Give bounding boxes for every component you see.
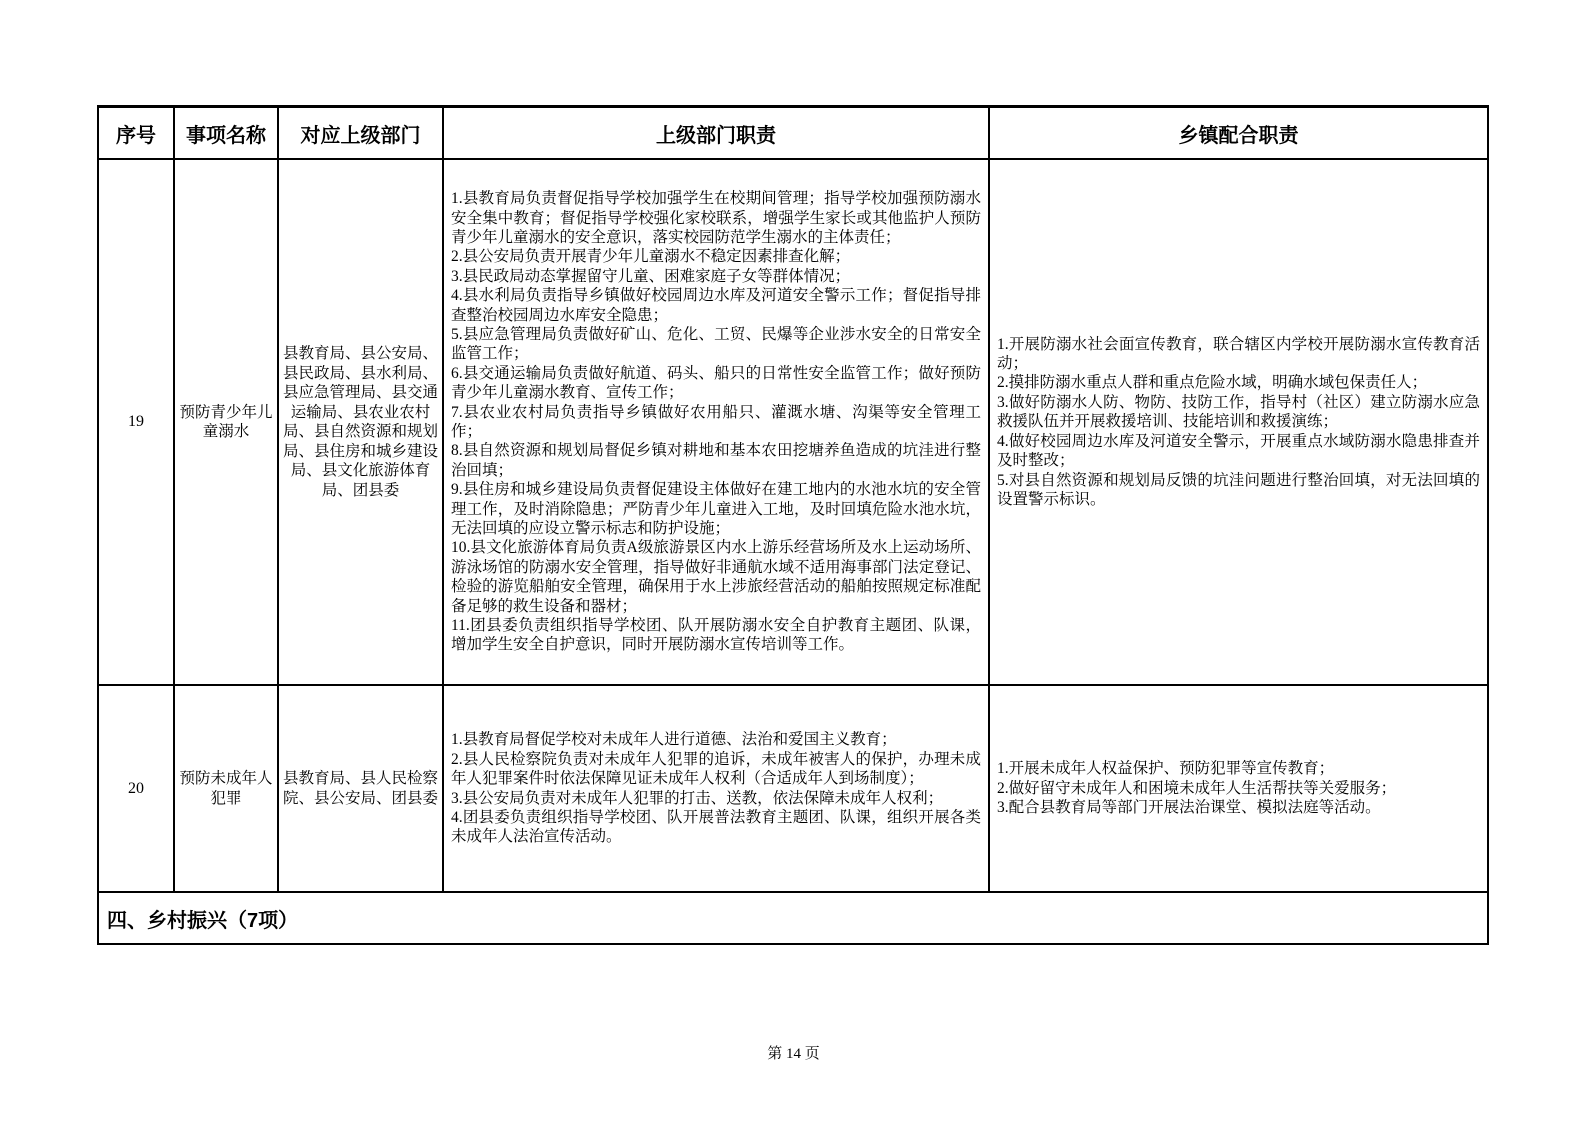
duty-item: 1.县教育局督促学校对未成年人进行道德、法治和爱国主义教育； (451, 731, 897, 749)
header-departments: 对应上级部门 (278, 107, 443, 160)
duty-item: 2.摸排防溺水重点人群和重点危险水域，明确水域包保责任人； (997, 374, 1428, 392)
header-superior-duties: 上级部门职责 (443, 107, 989, 160)
header-township-duties: 乡镇配合职责 (989, 107, 1488, 160)
responsibility-table (97, 105, 1489, 945)
duty-item: 1.县教育局负责督促指导学校加强学生在校期间管理；指导学校加强预防溺水安全集中教育；督促指导学校强化家校联系，增强学生家长或其他监护人预防青少年儿童溺水的安全意识，落实校园防范学生溺水的主体责任； (451, 190, 981, 246)
header-seq: 序号 (98, 107, 174, 160)
duty-item: 4.县水利局负责指导乡镇做好校园周边水库及河道安全警示工作；督促指导排查整治校园周边水库安全隐患； (451, 287, 981, 324)
row20-township-duties (989, 685, 1488, 892)
table-header-row (98, 107, 1488, 160)
duty-item: 9.县住房和城乡建设局负责督促建设主体做好在建工地内的水池水坑的安全管理工作，及时消除隐患；严防青少年儿童进入工地，及时回填危险水池水坑，无法回填的应设立警示标志和防护设施； (451, 481, 981, 538)
duty-item: 4.做好校园周边水库及河道安全警示，开展重点水域防溺水隐患排查并及时整改； (997, 432, 1480, 470)
duty-item: 3.县民政局动态掌握留守儿童、困难家庭子女等群体情况； (451, 267, 851, 285)
duty-item: 2.做好留守未成年人和困境未成年人生活帮扶等关爱服务； (997, 779, 1397, 797)
row20-departments: 县教育局、县人民检察院、县公安局、团县委 (278, 685, 443, 892)
duty-item: 3.县公安局负责对未成年人犯罪的打击、送教，依法保障未成年人权利； (451, 789, 944, 807)
duty-item: 10.县文化旅游体育局负责A级旅游景区内水上游乐经营场所及水上运动场所、游泳场馆的防溺水安全管理，指导做好非通航水域不适用海事部门法定登记、检验的游览船舶安全管理，确保用于水上涉旅经营活动的船舶按照规定标准配备足够的救生设备和器材； (451, 539, 981, 615)
row20-superior-duties (443, 685, 989, 892)
duty-item: 3.做好防溺水人防、物防、技防工作，指导村（社区）建立防溺水应急救援队伍并开展救援培训、技能培训和救援演练； (997, 393, 1480, 431)
row19-seq: 19 (98, 159, 174, 685)
duty-item: 4.团县委负责组织指导学校团、队开展普法教育主题团、队课，组织开展各类未成年人法治宣传活动。 (451, 808, 981, 846)
page-number: 第 14 页 (767, 1046, 820, 1062)
table-row (98, 685, 1488, 892)
duty-item: 2.县人民检察院负责对未成年人犯罪的追诉，未成年被害人的保护，办理未成年人犯罪案件时依法保障见证未成年人权利（合适成年人到场制度）； (451, 750, 981, 788)
duty-item: 5.县应急管理局负责做好矿山、危化、工贸、民爆等企业涉水安全的日常安全监管工作； (451, 325, 981, 363)
duty-item: 7.县农业农村局负责指导乡镇做好农用船只、灌溉水塘、沟渠等安全管理工作； (451, 403, 981, 440)
duty-item: 8.县自然资源和规划局督促乡镇对耕地和基本农田挖塘养鱼造成的坑洼进行整治回填； (451, 442, 981, 479)
row20-item-name: 预防未成年人犯罪 (174, 685, 278, 892)
duty-item: 6.县交通运输局负责做好航道、码头、船只的日常性安全监管工作；做好预防青少年儿童溺水教育、宣传工作； (451, 364, 981, 402)
row19-departments: 县教育局、县公安局、县民政局、县水利局、县应急管理局、县交通运输局、县农业农村局、县自然资源和规划局、县住房和城乡建设局、县文化旅游体育局、团县委 (278, 159, 443, 685)
duty-item: 3.配合县教育局等部门开展法治课堂、模拟法庭等活动。 (997, 799, 1381, 817)
duty-item: 1.开展防溺水社会面宣传教育，联合辖区内学校开展防溺水宣传教育活动； (997, 335, 1480, 373)
duty-item: 1.开展未成年人权益保护、预防犯罪等宣传教育； (997, 760, 1335, 778)
row19-superior-duties (443, 159, 989, 685)
section-title: 四、乡村振兴（7项） (98, 892, 1488, 944)
table-row (98, 159, 1488, 685)
duty-item: 2.县公安局负责开展青少年儿童溺水不稳定因素排查化解； (451, 248, 851, 266)
header-item-name: 事项名称 (174, 107, 278, 160)
duty-item: 11.团县委负责组织指导学校团、队开展防溺水安全自护教育主题团、队课，增加学生安全自护意识，同时开展防溺水宣传培训等工作。 (451, 617, 981, 654)
row20-seq: 20 (98, 685, 174, 892)
row19-township-duties (989, 159, 1488, 685)
section-header-row (98, 892, 1488, 944)
row19-item-name: 预防青少年儿童溺水 (174, 159, 278, 685)
duty-item: 5.对县自然资源和规划局反馈的坑洼问题进行整治回填，对无法回填的设置警示标识。 (997, 471, 1480, 508)
